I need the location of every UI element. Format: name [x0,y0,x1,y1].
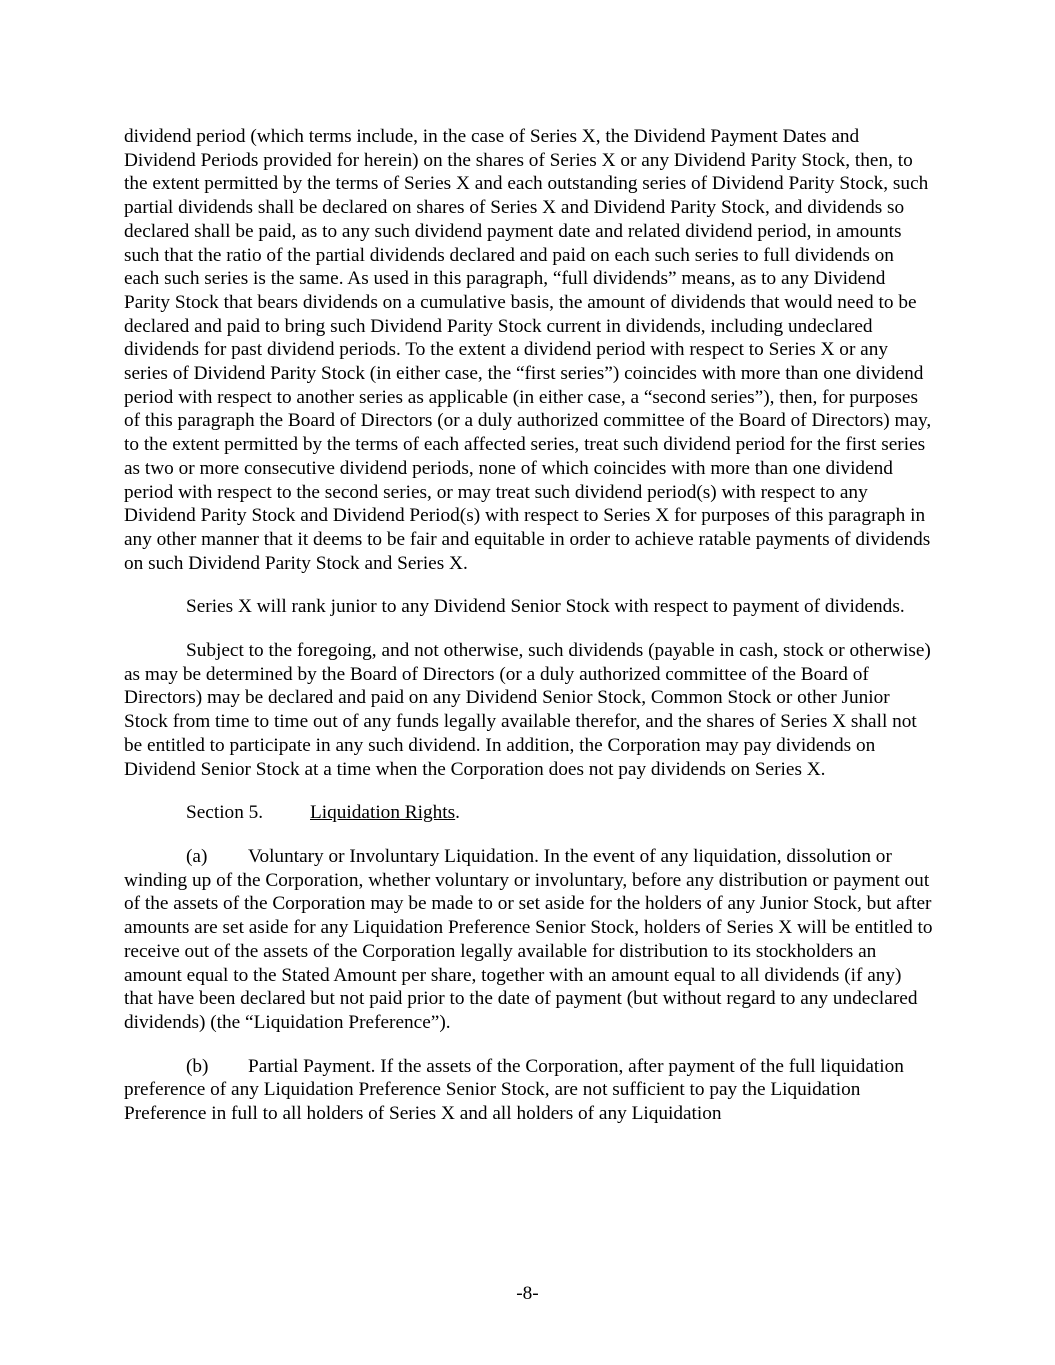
subsection-a-text: Voluntary or Involuntary Liquidation. In the event of any liquidation, dissolution or winding up of the Corporation, whether voluntary or involuntary, before any distribution or payment out of the assets of the Corporation may be made to or set aside for the holders of any Junior Stock, but after amounts are set aside for any Liquidation Preference Senior Stock, holders of Series X will be entitled to receive out of the assets of the Corporation legally available for distribution to its stockholders an amount equal to the Stated Amount per share, together with an amount equal to all dividends (if any) that have been declared but not paid prior to the date of payment (but without regard to any undeclared dividends) (the “Liquidation Preference”). [124,845,933,1033]
paragraph-subject-to-foregoing: Subject to the foregoing, and not otherwise, such dividends (payable in cash, stock or otherwise) as may be determined by the Board of Directors (or a duly authorized committee of the Board of Directors) may be declared and paid on any Dividend Senior Stock, Common Stock or other Junior Stock from time to time out of any funds legally available therefor, and the shares of Series X shall not be entitled to participate in any such dividend. In addition, the Corporation may pay dividends on Dividend Senior Stock at a time when the Corporation does not pay dividends on Series X. [124,640,931,780]
subsection-b [124,1055,934,1126]
section-title: Liquidation Rights [310,802,456,824]
subsection-b-label: (b) [186,1055,209,1077]
section-5-heading [124,801,934,825]
subsection-a [124,845,934,1035]
subsection-a-label: (a) [186,845,208,867]
document-body [124,125,934,1146]
paragraph-series-x-rank: Series X will rank junior to any Dividend Senior Stock with respect to payment of dividends. [186,596,905,618]
page-number: -8- [516,1283,539,1304]
section-number: Section 5. [186,802,264,824]
paragraph-dividend-period: dividend period (which terms include, in the case of Series X, the Dividend Payment Dates and Dividend Periods provided for herein) on the shares of Series X or any Dividend Parity Stock, then, to the extent permitted by the terms of Series X and each outstanding series of Dividend Parity Stock, such partial dividends shall be declared on shares of Series X and Dividend Parity Stock, and dividends so declared shall be paid, as to any such dividend payment date and related dividend period, in amounts such that the ratio of the partial dividends declared and paid on each such series to full dividends on each such series is the same. As used in this paragraph, “full dividends” means, as to any Dividend Parity Stock that bears dividends on a cumulative basis, the amount of dividends that would need to be declared and paid to bring such Dividend Parity Stock current in dividends, including undeclared dividends for past dividend periods. To the extent a dividend period with respect to Series X or any series of Dividend Parity Stock (in either case, the “first series”) coincides with more than one dividend period with respect to another series as applicable (in either case, a “second series”), then, for purposes of this paragraph the Board of Directors (or a duly authorized committee of the Board of Directors) may, to the extent permitted by the terms of each affected series, treat such dividend period for the first series as two or more consecutive dividend periods, none of which coincides with more than one dividend period with respect to the second series, or may treat such dividend period(s) with respect to any Dividend Parity Stock and Dividend Period(s) with respect to Series X for purposes of this paragraph in any other manner that it deems to be fair and equitable in order to achieve ratable payments of dividends on such Dividend Parity Stock and Series X. [124,126,932,574]
subsection-b-text: Partial Payment. If the assets of the Corporation, after payment of the full liquidation preference of any Liquidation Preference Senior Stock, are not sufficient to pay the Liquidation Preference in full to all holders of Series X and all holders of any Liquidation [124,1055,904,1125]
section-title-suffix: . [455,802,460,824]
